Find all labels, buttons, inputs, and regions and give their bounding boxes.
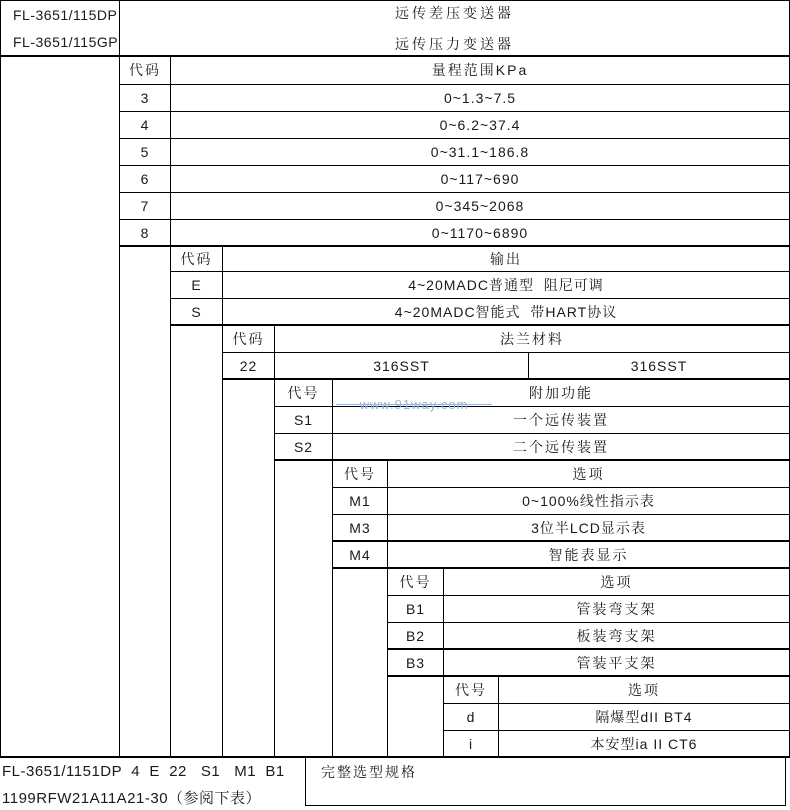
empty-step-cell: [332, 568, 388, 758]
spec-label: 完整选型规格: [321, 764, 417, 780]
desc-cell: 4~20MADC智能式 带HART协议: [222, 298, 790, 326]
section-range-code-header: 代码: [119, 55, 171, 85]
model-dp-name: 远传差压变送器: [395, 4, 514, 21]
model-dp: FL-3651/115DP: [13, 6, 118, 23]
section-m-code-header: 代号: [332, 460, 388, 488]
code-cell: 3: [119, 84, 171, 112]
section-ex-title: 选项: [498, 676, 790, 704]
code-cell: B3: [387, 649, 444, 677]
divider: [170, 324, 790, 326]
model-name-cell: [119, 0, 790, 56]
desc-cell: 管装弯支架: [443, 595, 790, 623]
desc-cell: 智能表显示: [387, 541, 790, 569]
example-order-code: FL-3651/1151DP 4 E 22 S1 M1 B1: [2, 763, 285, 780]
desc-cell: 二个远传装置: [332, 433, 790, 461]
code-cell: 7: [119, 192, 171, 220]
divider: [119, 245, 790, 247]
desc-cell: 4~20MADC普通型 阻尼可调: [222, 271, 790, 299]
model-gp: FL-3651/115GP: [13, 33, 119, 50]
code-cell: E: [170, 271, 223, 299]
spec-label-box: [305, 756, 786, 806]
divider: [274, 459, 790, 461]
desc-cell: 隔爆型dII BT4: [498, 703, 790, 731]
section-output-title: 输出: [222, 246, 790, 272]
code-cell: d: [443, 703, 499, 731]
desc-cell: 板装弯支架: [443, 622, 790, 650]
desc-cell: 0~1.3~7.5: [170, 84, 790, 112]
code-cell: S: [170, 298, 223, 326]
divider: [222, 378, 790, 380]
empty-step-cell: [222, 379, 275, 758]
model-gp-name: 远传压力变送器: [395, 35, 514, 52]
code-cell: 5: [119, 138, 171, 166]
code-cell: M4: [332, 541, 388, 569]
desc-cell: 316SST: [274, 352, 529, 380]
desc-cell: 0~6.2~37.4: [170, 111, 790, 139]
code-cell: i: [443, 730, 499, 758]
section-m-title: 选项: [387, 460, 790, 488]
divider: [387, 648, 790, 650]
code-cell: 8: [119, 219, 171, 247]
watermark: www.91way.com: [336, 394, 492, 414]
empty-step-cell: [387, 676, 444, 758]
section-range-title: 量程范围KPa: [170, 55, 790, 85]
section-b-title: 选项: [443, 568, 790, 596]
desc-cell: 316SST: [528, 352, 790, 380]
desc-cell: 管装平支架: [443, 649, 790, 677]
divider: [332, 540, 790, 542]
code-cell: M3: [332, 514, 388, 542]
desc-cell: 一个远传装置: [332, 406, 790, 434]
section-b-code-header: 代号: [387, 568, 444, 596]
desc-cell: 3位半LCD显示表: [387, 514, 790, 542]
desc-cell: 0~100%线性指示表: [387, 487, 790, 515]
divider: [0, 55, 790, 57]
reference-note: 1199RFW21A11A21-30（参阅下表）: [2, 790, 262, 807]
section-addon-code-header: 代号: [274, 379, 333, 407]
section-flange-title: 法兰材料: [274, 325, 790, 353]
divider: [332, 567, 790, 569]
code-cell: M1: [332, 487, 388, 515]
empty-step-cell: [119, 246, 171, 758]
empty-step-cell: [0, 55, 120, 758]
desc-cell: 0~117~690: [170, 165, 790, 193]
code-cell: B1: [387, 595, 444, 623]
section-output-code-header: 代码: [170, 246, 223, 272]
empty-step-cell: [274, 460, 333, 758]
code-cell: B2: [387, 622, 444, 650]
divider: [387, 675, 790, 677]
code-cell: 4: [119, 111, 171, 139]
desc-cell: 0~31.1~186.8: [170, 138, 790, 166]
code-cell: 6: [119, 165, 171, 193]
code-cell: 22: [222, 352, 275, 380]
model-cell: [0, 0, 120, 56]
empty-step-cell: [170, 325, 223, 758]
section-ex-code-header: 代号: [443, 676, 499, 704]
code-cell: S2: [274, 433, 333, 461]
section-flange-code-header: 代码: [222, 325, 275, 353]
code-cell: S1: [274, 406, 333, 434]
desc-cell: 0~345~2068: [170, 192, 790, 220]
section-addon-title: 附加功能: [332, 379, 790, 407]
desc-cell: 本安型ia II CT6: [498, 730, 790, 758]
desc-cell: 0~1170~6890: [170, 219, 790, 247]
